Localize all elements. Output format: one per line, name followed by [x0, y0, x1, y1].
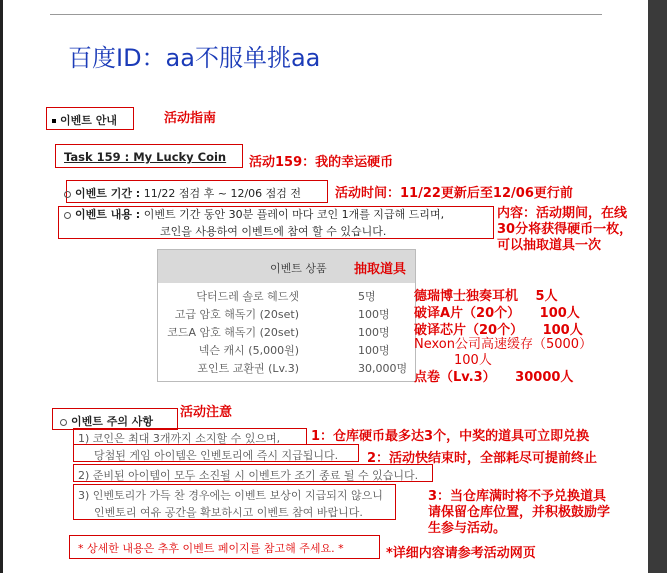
- prize-table-header-label: 이벤트 상품: [270, 262, 327, 275]
- event-guide-heading: [52, 112, 117, 128]
- prize-translation: 德瑞博士独奏耳机 5人: [414, 289, 558, 304]
- content-annotation-line: 内容：活动期间，在线: [497, 206, 628, 221]
- circle-bullet-icon: [64, 212, 71, 219]
- content-annotation-line: 可以抽取道具一次: [497, 238, 602, 253]
- task-label: Task 159 : My Lucky Coin: [64, 150, 227, 164]
- prize-row-count: 30,000명: [358, 362, 408, 375]
- notes-annotation: 活动注意: [180, 405, 233, 420]
- period-annotation: 活动时间：11/22更新后至12/06更行前: [335, 186, 573, 201]
- prize-row-count: 100명: [358, 308, 390, 321]
- square-bullet-icon: [52, 119, 56, 123]
- note1-line2: 당첨된 게임 아이템은 인벤토리에 즉시 지급됩니다.: [94, 449, 339, 462]
- left-window-border: [0, 0, 3, 573]
- circle-bullet-icon: [64, 191, 71, 198]
- prize-row-name: 포인트 교환권 (Lv.3): [197, 362, 299, 375]
- period-value: 11/22 점검 후 ~ 12/06 점검 전: [143, 187, 302, 200]
- content-line1: [64, 206, 444, 222]
- note1-line1: 1) 코인은 최대 3개까지 소지할 수 있으며,: [78, 432, 281, 445]
- note3-annotation: [428, 489, 610, 537]
- prize-row-name: 고급 암호 해독기 (20set): [174, 308, 299, 321]
- note2-line: 2) 준비된 아이템이 모두 소진될 시 이벤트가 조기 종료 될 수 있습니다.: [78, 469, 419, 482]
- footer-note: * 상세한 내용은 추후 이벤트 페이지를 참고해 주세요. *: [78, 542, 344, 555]
- page-title: 百度ID：aa不服单挑aa: [68, 44, 321, 72]
- task-annotation: 活动159：我的幸运硬币: [249, 155, 394, 170]
- content-label: 이벤트 내용 :: [75, 208, 141, 221]
- prize-translation: Nexon公司高速缓存（5000）: [414, 337, 593, 352]
- prize-translation: 100人: [454, 353, 492, 368]
- top-divider: [50, 14, 602, 15]
- circle-bullet-icon: [60, 419, 67, 426]
- event-guide-heading-text: 이벤트 안내: [60, 114, 117, 127]
- note3-line1: 3) 인벤토리가 가득 찬 경우에는 이벤트 보상이 지급되지 않으니: [78, 489, 383, 502]
- content-text1: 이벤트 기간 동안 30분 플레이 마다 코인 1개를 지급해 드리며,: [143, 208, 445, 221]
- vertical-scrollbar[interactable]: [648, 0, 667, 573]
- prize-translation: 点卷（Lv.3） 30000人: [414, 370, 574, 385]
- note1-annotation: 1：仓库硬币最多达3个，中奖的道具可立即兑换: [311, 429, 590, 444]
- note3-annotation-line: 请保留仓库位置，并积极鼓励学: [428, 505, 611, 520]
- notes-heading: [60, 413, 153, 429]
- prizes-annotation: 抽取道具: [354, 262, 407, 277]
- content-annotation: [497, 206, 632, 254]
- prize-row-count: 100명: [358, 344, 390, 357]
- note3-annotation-line: 生参与活动。: [428, 521, 507, 536]
- prize-row-count: 5명: [358, 290, 376, 303]
- period-line: [64, 185, 301, 201]
- prize-row-name: 넥슨 캐시 (5,000원): [198, 344, 299, 357]
- note3-annotation-line: 3：当仓库满时将不予兑换道具: [428, 489, 607, 504]
- note3-line2: 인벤토리 여유 공간을 확보하시고 이벤트 참여 바랍니다.: [94, 506, 363, 519]
- footer-annotation: *详细内容请参考活动网页: [386, 546, 536, 561]
- prize-translation: 破译芯片（20个） 100人: [414, 323, 583, 338]
- notes-heading-text: 이벤트 주의 사항: [71, 415, 154, 428]
- prize-row-name: 닥터드레 솔로 헤드셋: [196, 290, 299, 303]
- prize-row-count: 100명: [358, 326, 390, 339]
- prize-row-name: 코드A 암호 해독기 (20set): [167, 326, 299, 339]
- note2-annotation: 2：活动快结束时，全部耗尽可提前终止: [367, 451, 598, 466]
- period-label: 이벤트 기간 :: [75, 187, 141, 200]
- prize-translation: 破译A片（20个） 100人: [414, 306, 580, 321]
- content-annotation-line: 30分将获得硬币一枚，: [497, 222, 633, 237]
- content-text2: 코인을 사용하여 이벤트에 참여 할 수 있습니다.: [160, 225, 387, 238]
- event-guide-annotation: 活动指南: [164, 111, 217, 126]
